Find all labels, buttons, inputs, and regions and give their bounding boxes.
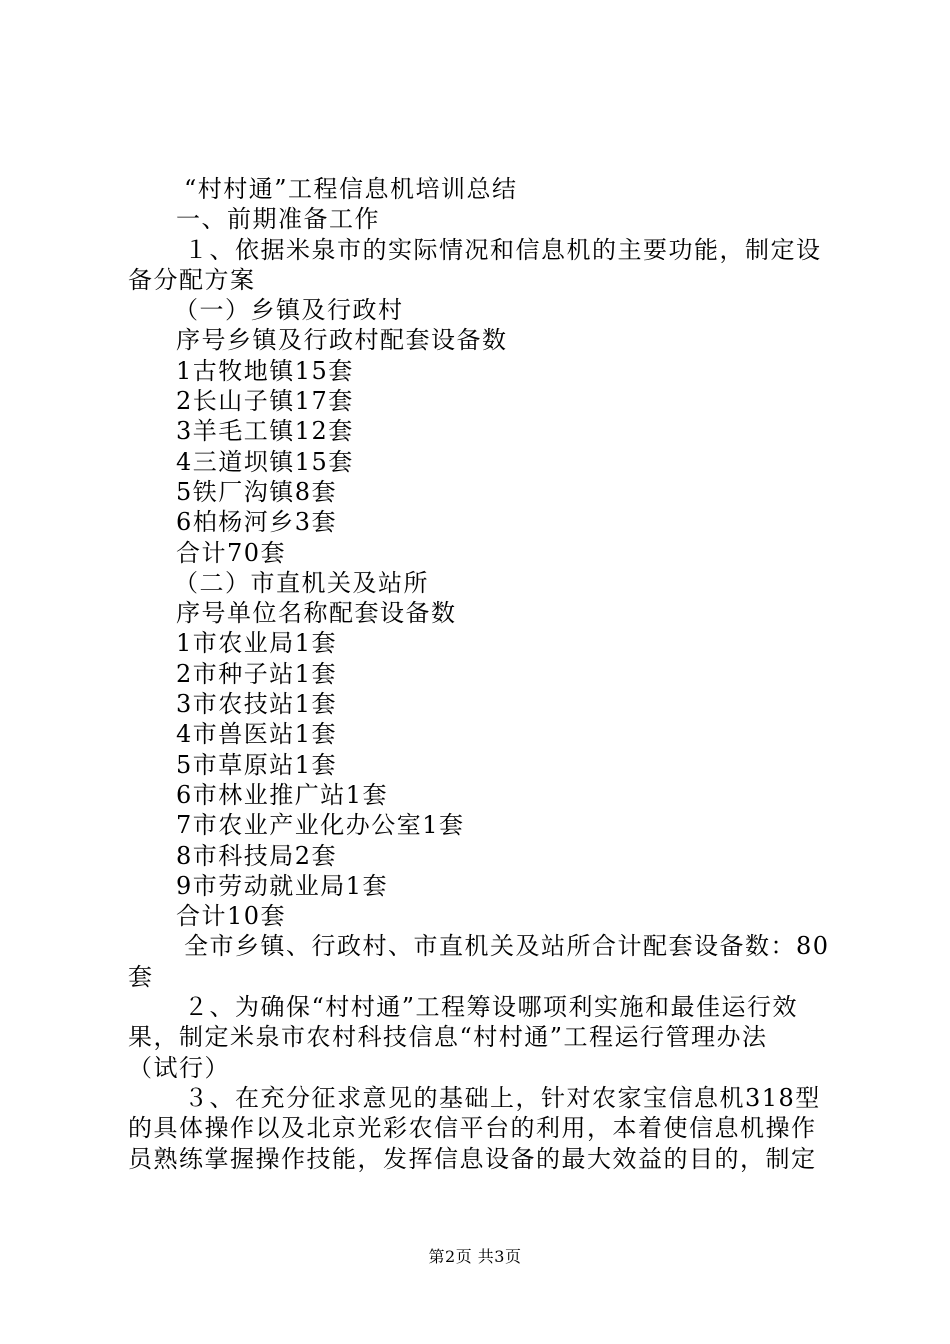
document-body [128,174,833,1174]
subsection-heading: （二）市直机关及站所 [174,568,429,597]
table-row: 6柏杨河乡3套 [176,508,338,537]
table-header: 序号乡镇及行政村配套设备数 [176,326,508,355]
table-row: 1古牧地镇15套 [176,356,354,385]
table-row: 4市兽医站1套 [176,720,338,749]
table-total: 合计70套 [176,538,287,567]
table-row: 5市草原站1套 [176,750,338,779]
table-row: 5铁厂沟镇8套 [176,477,338,506]
paragraph-line: ３、在充分征求意见的基础上，针对农家宝信息机318型 [184,1083,821,1112]
paragraph-line: （试行） [128,1053,230,1082]
table-row: 3羊毛工镇12套 [176,417,354,446]
paragraph-line: ２、为确保“村村通”工程筹设哪项利实施和最佳运行效 [184,993,799,1022]
table-row: 3市农技站1套 [176,690,338,719]
table-row: 1市农业局1套 [176,629,338,658]
table-header: 序号单位名称配套设备数 [176,599,457,628]
subsection-heading: （一）乡镇及行政村 [174,296,404,325]
paragraph-line: 的具体操作以及北京光彩农信平台的利用，本着使信息机操作 [128,1114,817,1143]
table-row: 2市种子站1套 [176,659,338,688]
table-row: 8市科技局2套 [176,841,338,870]
paragraph-line: 备分配方案 [128,265,256,294]
paragraph-line: 果，制定米泉市农村科技信息“村村通”工程运行管理办法 [128,1023,768,1052]
page-number-footer: 第2页 共3页 [428,1247,522,1266]
paragraph-line: 全市乡镇、行政村、市直机关及站所合计配套设备数：80 [184,932,830,961]
table-row: 7市农业产业化办公室1套 [176,811,465,840]
paragraph-line: 员熟练掌握操作技能，发挥信息设备的最大效益的目的，制定 [128,1144,817,1173]
document-title: “村村通”工程信息机培训总结 [184,175,518,203]
paragraph-line: １、依据米泉市的实际情况和信息机的主要功能，制定设 [184,235,822,264]
paragraph-line: 套 [128,962,154,991]
table-row: 2长山子镇17套 [176,387,354,416]
table-row: 4三道坝镇15套 [176,447,354,476]
table-row: 9市劳动就业局1套 [176,871,389,900]
section-heading: 一、前期准备工作 [176,205,380,234]
table-total: 合计10套 [176,902,287,931]
table-row: 6市林业推广站1套 [176,780,389,809]
